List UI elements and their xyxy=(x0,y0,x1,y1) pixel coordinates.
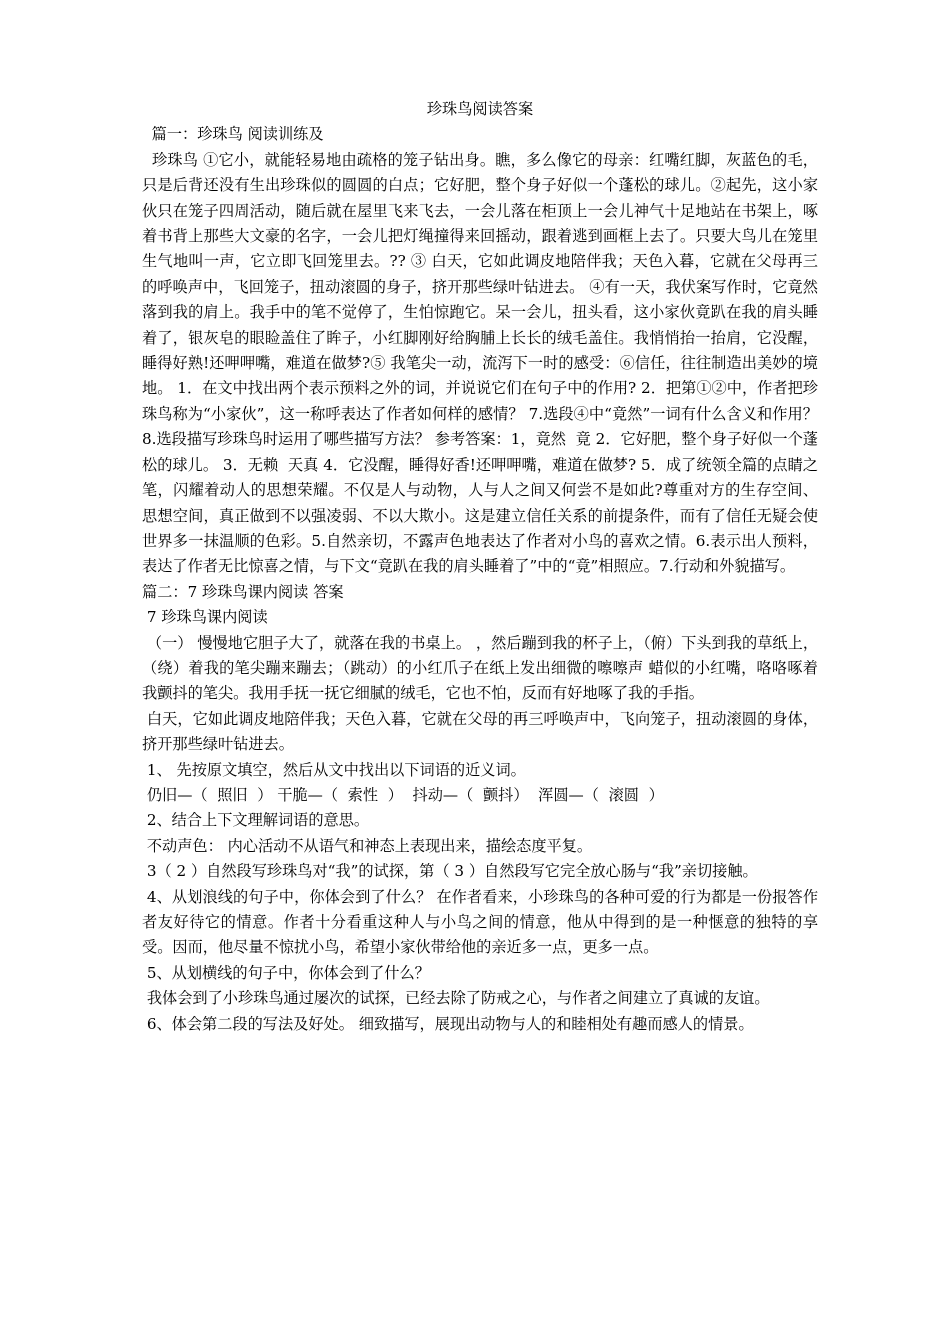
paragraph-question-1: 1、 先按原文填空，然后从文中找出以下词语的近义词。 xyxy=(142,760,526,779)
paragraph-question-3: 3（ 2 ）自然段写珍珠鸟对“我”的试探，第（ 3 ）自然段写它完全放心肠与“我”亲切接触。 xyxy=(142,862,758,881)
document-page xyxy=(142,97,823,1037)
paragraph-answer-2: 不动声色： 内心活动不从语气和神态上表现出来，描绘态度平复。 xyxy=(142,836,593,855)
paragraph-question-6: 6、体会第二段的写法及好处。 细致描写，展现出动物与人的和睦相处有趣而感人的情景。 xyxy=(142,1014,754,1033)
paragraph-answer-1: 仍旧—（ 照旧 ） 干脆—（ 索性 ） 抖动—（ 颤抖） 浑圆—（ 滚圆 ） xyxy=(142,785,664,804)
paragraph-section-one-body: 珍珠鸟 ①它小，就能轻易地由疏格的笼子钻出身。瞧，多么像它的母亲：红嘴红脚，灰蓝色的毛，只是后背还没有生出珍珠似的圆圆的白点；它好肥，整个身子好似一个蓬松的球儿。②起先，这小家伙只在笼子四周活动，随后就在屋里飞来飞去，一会儿落在柜顶上一会儿神气十足地站在书架上，啄着书背上那些大文豪的名字，一会儿把灯绳撞得来回摇动，跟着逃到画框上去了。只要大鸟儿在笼里生气地叫一声，它立即飞回笼里去。?? ③ 白天，它如此调皮地陪伴我；天色入暮，它就在父母再三的呼唤声中，飞回笼子，扭动滚圆的身子，挤开那些绿叶钻进去。 ④有一天，我伏案写作时，它竟然落到我的肩上。我手中的笔不觉停了，生怕惊跑它。呆一会儿，扭头看，这小家伙竟趴在我的肩头睡着了，银灰皂的眼睑盖住了眸子，小红脚刚好给胸脯上长长的绒毛盖住。我悄悄抬一抬肩，它没醒，睡得好熟!还呷呷嘴，难道在做梦?⑤ 我笔尖一动，流泻下一时的感受：⑥信任，往往制造出美妙的境地。 1．在文中找出两个表示预料之外的词，并说说它们在句子中的作用? 2．把第①②中，作者把珍珠鸟称为“小家伙”，这一称呼表达了作者如何样的感情？ 7.选段④中“竟然”一词有什么含义和作用？ 8.选段描写珍珠鸟时运用了哪些描写方法？ 参考答案：1，竟然 竟 2．它好肥，整个身子好似一个蓬松的球儿。 3．无赖 天真 4．它没醒，睡得好香!还呷呷嘴，难道在做梦? 5．成了统领全篇的点睛之笔，闪耀着动人的思想荣耀。不仅是人与动物，人与人之间又何尝不是如此?尊重对方的生存空间、思想空间，真正做到不以强凌弱、不以大欺小。这是建立信任关系的前提条件，而有了信任无疑会使世界多一抹温顺的色彩。5.自然亲切，不露声色地表达了作者对小鸟的喜欢之情。6.表示出人预料，表达了作者无比惊喜之情，与下文“竟趴在我的肩头睡着了”中的“竟”相照应。7.行动和外貌描写。 xyxy=(142,150,823,576)
paragraph-question-4: 4、从划浪线的句子中，你体会到了什么？ 在作者看来，小珍珠鸟的各种可爱的行为都是一份报答作者友好待它的情意。作者十分看重这种人与小鸟之间的情意，他从中得到的是一种惬意的独特的享受。因而，他尽量不惊扰小鸟，希望小家伙带给他的亲近多一点，更多一点。 xyxy=(142,887,819,957)
paragraph-subheading: 7 珍珠鸟课内阅读 xyxy=(142,608,268,627)
paragraph-section-one-heading: 篇一：珍珠鸟 阅读训练及 xyxy=(142,125,324,144)
paragraph-passage-one: （一） 慢慢地它胆子大了，就落在我的书桌上。 ，然后蹦到我的杯子上，（俯）下头到我的草纸上，（绕）着我的笔尖蹦来蹦去；（跳动）的小红爪子在纸上发出细微的嚓嚓声 蜡似的小红嘴，咯咯啄着我颤抖的笔尖。我用手抚一抚它细腻的绒毛，它也不怕，反而有好地啄了我的手指。 xyxy=(142,633,819,703)
document-title: 珍珠鸟阅读答案 xyxy=(426,100,534,118)
paragraph-question-2: 2、结合上下文理解词语的意思。 xyxy=(142,811,370,830)
paragraph-section-two-heading: 篇二：7 珍珠鸟课内阅读 答案 xyxy=(142,582,344,601)
paragraph-answer-5: 我体会到了小珍珠鸟通过屡次的试探，已经去除了防戒之心，与作者之间建立了真诚的友谊。 xyxy=(142,989,770,1008)
paragraph-passage-two: 白天，它如此调皮地陪伴我；天色入暮，它就在父母的再三呼唤声中，飞向笼子，扭动滚圆的身体，挤开那些绿叶钻进去。 xyxy=(142,709,819,754)
paragraph-question-5: 5、从划横线的句子中，你体会到了什么？ xyxy=(142,963,430,982)
